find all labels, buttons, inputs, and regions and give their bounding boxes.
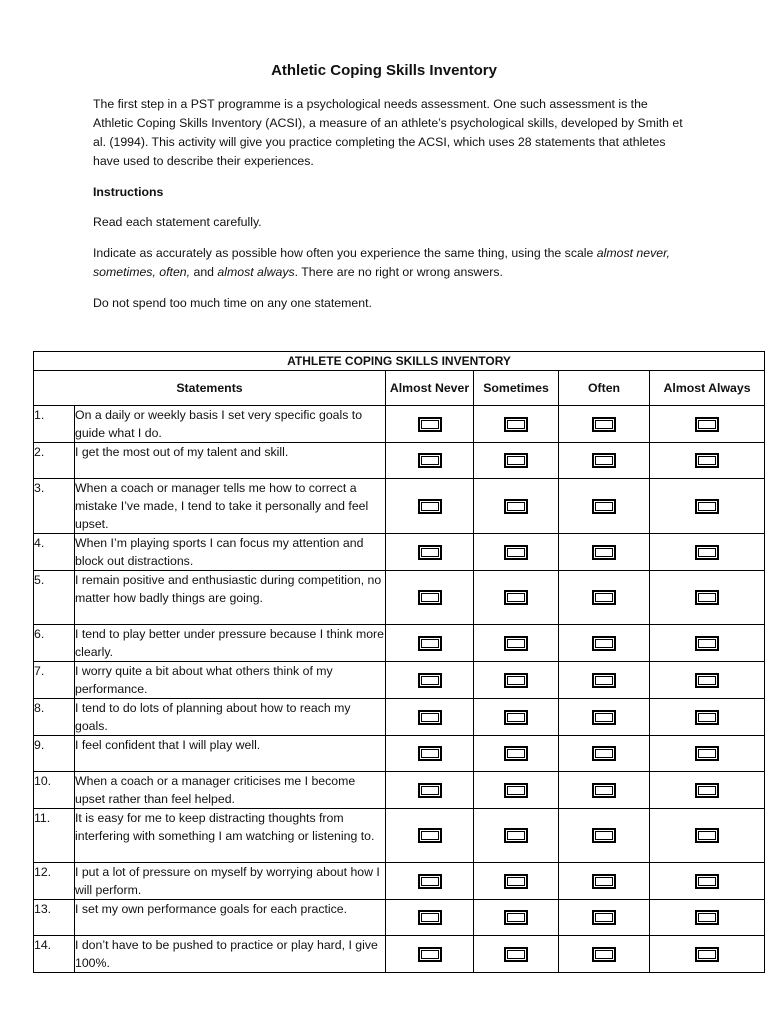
header-almost-never: Almost Never bbox=[386, 371, 474, 406]
statement-number: 1. bbox=[34, 406, 75, 443]
checkbox-sometimes[interactable] bbox=[504, 828, 528, 843]
table-row bbox=[34, 479, 765, 534]
checkbox-almost-always[interactable] bbox=[695, 545, 719, 560]
cell-almost-always bbox=[650, 809, 765, 863]
cell-almost-always bbox=[650, 479, 765, 534]
cell-almost-never bbox=[386, 900, 474, 936]
cell-often bbox=[559, 479, 650, 534]
cell-sometimes bbox=[474, 625, 559, 662]
cell-often bbox=[559, 662, 650, 699]
cell-sometimes bbox=[474, 571, 559, 625]
indicate-after: . There are no right or wrong answers. bbox=[294, 265, 503, 279]
cell-sometimes bbox=[474, 900, 559, 936]
table-row bbox=[34, 571, 765, 625]
checkbox-almost-always[interactable] bbox=[695, 673, 719, 688]
statement-number: 14. bbox=[34, 936, 75, 973]
cell-almost-always bbox=[650, 736, 765, 772]
checkbox-often[interactable] bbox=[592, 746, 616, 761]
checkbox-often[interactable] bbox=[592, 590, 616, 605]
cell-sometimes bbox=[474, 936, 559, 973]
checkbox-almost-never[interactable] bbox=[418, 947, 442, 962]
checkbox-sometimes[interactable] bbox=[504, 636, 528, 651]
cell-sometimes bbox=[474, 699, 559, 736]
cell-sometimes bbox=[474, 479, 559, 534]
table-row bbox=[34, 809, 765, 863]
cell-sometimes bbox=[474, 772, 559, 809]
cell-often bbox=[559, 809, 650, 863]
table-row bbox=[34, 534, 765, 571]
cell-almost-always bbox=[650, 443, 765, 479]
checkbox-almost-always[interactable] bbox=[695, 590, 719, 605]
checkbox-almost-never[interactable] bbox=[418, 828, 442, 843]
checkbox-often[interactable] bbox=[592, 710, 616, 725]
cell-almost-never bbox=[386, 534, 474, 571]
table-row bbox=[34, 406, 765, 443]
statement-text: I set my own performance goals for each practice. bbox=[75, 900, 386, 936]
checkbox-almost-always[interactable] bbox=[695, 417, 719, 432]
table-row bbox=[34, 936, 765, 973]
checkbox-often[interactable] bbox=[592, 499, 616, 514]
checkbox-sometimes[interactable] bbox=[504, 499, 528, 514]
statement-text: It is easy for me to keep distracting thoughts from interfering with something I am watching or listening to. bbox=[75, 809, 386, 863]
cell-almost-always bbox=[650, 571, 765, 625]
checkbox-almost-never[interactable] bbox=[418, 874, 442, 889]
checkbox-sometimes[interactable] bbox=[504, 746, 528, 761]
cell-often bbox=[559, 736, 650, 772]
cell-almost-always bbox=[650, 699, 765, 736]
checkbox-almost-never[interactable] bbox=[418, 783, 442, 798]
statement-text: When I’m playing sports I can focus my attention and block out distractions. bbox=[75, 534, 386, 571]
cell-almost-never bbox=[386, 699, 474, 736]
cell-sometimes bbox=[474, 534, 559, 571]
cell-often bbox=[559, 625, 650, 662]
checkbox-almost-never[interactable] bbox=[418, 453, 442, 468]
cell-almost-always bbox=[650, 936, 765, 973]
cell-sometimes bbox=[474, 662, 559, 699]
checkbox-often[interactable] bbox=[592, 874, 616, 889]
cell-almost-never bbox=[386, 406, 474, 443]
statement-text: I remain positive and enthusiastic during competition, no matter how badly things are going. bbox=[75, 571, 386, 625]
cell-often bbox=[559, 406, 650, 443]
checkbox-often[interactable] bbox=[592, 636, 616, 651]
cell-almost-always bbox=[650, 534, 765, 571]
statement-number: 7. bbox=[34, 662, 75, 699]
statement-number: 4. bbox=[34, 534, 75, 571]
checkbox-almost-never[interactable] bbox=[418, 636, 442, 651]
cell-almost-always bbox=[650, 863, 765, 900]
checkbox-almost-never[interactable] bbox=[418, 746, 442, 761]
header-statements: Statements bbox=[34, 371, 386, 406]
checkbox-often[interactable] bbox=[592, 828, 616, 843]
scale-terms-1: almost never, sometimes, often, bbox=[93, 246, 670, 279]
statement-text: I feel confident that I will play well. bbox=[75, 736, 386, 772]
statement-number: 6. bbox=[34, 625, 75, 662]
checkbox-almost-always[interactable] bbox=[695, 910, 719, 925]
checkbox-often[interactable] bbox=[592, 453, 616, 468]
cell-almost-never bbox=[386, 479, 474, 534]
checkbox-sometimes[interactable] bbox=[504, 545, 528, 560]
cell-sometimes bbox=[474, 809, 559, 863]
checkbox-sometimes[interactable] bbox=[504, 673, 528, 688]
cell-often bbox=[559, 772, 650, 809]
table-row bbox=[34, 863, 765, 900]
cell-sometimes bbox=[474, 736, 559, 772]
header-almost-always: Almost Always bbox=[650, 371, 765, 406]
checkbox-almost-always[interactable] bbox=[695, 636, 719, 651]
table-row bbox=[34, 699, 765, 736]
intro-paragraph-text: The first step in a PST programme is a psychological needs assessment. One such assessment is the Athletic Coping Skills Inventory (ACSI), a measure of an athlete’s psychological skills, developed by Smith et al. (1994). This activity will give you practice completing the ACSI, which uses 28 statements that athletes have used to describe their experiences. bbox=[93, 97, 683, 168]
header-sometimes: Sometimes bbox=[474, 371, 559, 406]
checkbox-sometimes[interactable] bbox=[504, 453, 528, 468]
cell-often bbox=[559, 443, 650, 479]
statement-text: I worry quite a bit about what others think of my performance. bbox=[75, 662, 386, 699]
indicate-instruction bbox=[93, 244, 683, 282]
statement-number: 2. bbox=[34, 443, 75, 479]
statement-number: 10. bbox=[34, 772, 75, 809]
table-row bbox=[34, 662, 765, 699]
statement-number: 8. bbox=[34, 699, 75, 736]
inventory-table bbox=[33, 351, 765, 973]
table-row bbox=[34, 900, 765, 936]
intro-paragraph bbox=[93, 95, 683, 171]
cell-almost-never bbox=[386, 571, 474, 625]
table-row bbox=[34, 625, 765, 662]
cell-almost-always bbox=[650, 662, 765, 699]
cell-almost-never bbox=[386, 863, 474, 900]
header-often: Often bbox=[559, 371, 650, 406]
statement-text: I don’t have to be pushed to practice or play hard, I give 100%. bbox=[75, 936, 386, 973]
cell-often bbox=[559, 571, 650, 625]
indicate-before: Indicate as accurately as possible how often you experience the same thing, using the scale bbox=[93, 246, 597, 260]
instructions-heading: Instructions bbox=[93, 185, 164, 199]
checkbox-almost-always[interactable] bbox=[695, 874, 719, 889]
statement-number: 5. bbox=[34, 571, 75, 625]
checkbox-almost-always[interactable] bbox=[695, 783, 719, 798]
statement-number: 11. bbox=[34, 809, 75, 863]
statement-text: When a coach or manager tells me how to correct a mistake I’ve made, I tend to take it personally and feel upset. bbox=[75, 479, 386, 534]
cell-often bbox=[559, 900, 650, 936]
cell-almost-always bbox=[650, 772, 765, 809]
checkbox-sometimes[interactable] bbox=[504, 874, 528, 889]
cell-sometimes bbox=[474, 406, 559, 443]
table-row bbox=[34, 736, 765, 772]
checkbox-almost-never[interactable] bbox=[418, 590, 442, 605]
scale-terms-2: almost always bbox=[217, 265, 295, 279]
cell-almost-never bbox=[386, 936, 474, 973]
cell-almost-never bbox=[386, 662, 474, 699]
cell-sometimes bbox=[474, 863, 559, 900]
checkbox-often[interactable] bbox=[592, 910, 616, 925]
checkbox-sometimes[interactable] bbox=[504, 947, 528, 962]
checkbox-sometimes[interactable] bbox=[504, 910, 528, 925]
cell-almost-always bbox=[650, 900, 765, 936]
checkbox-almost-never[interactable] bbox=[418, 673, 442, 688]
cell-almost-never bbox=[386, 736, 474, 772]
checkbox-often[interactable] bbox=[592, 417, 616, 432]
cell-almost-always bbox=[650, 406, 765, 443]
checkbox-sometimes[interactable] bbox=[504, 710, 528, 725]
checkbox-often[interactable] bbox=[592, 783, 616, 798]
checkbox-almost-always[interactable] bbox=[695, 453, 719, 468]
cell-almost-never bbox=[386, 772, 474, 809]
page-title: Athletic Coping Skills Inventory bbox=[271, 62, 497, 79]
table-banner: ATHLETE COPING SKILLS INVENTORY bbox=[34, 352, 765, 371]
statement-number: 3. bbox=[34, 479, 75, 534]
cell-sometimes bbox=[474, 443, 559, 479]
read-instruction: Read each statement carefully. bbox=[93, 215, 262, 229]
checkbox-often[interactable] bbox=[592, 947, 616, 962]
cell-often bbox=[559, 863, 650, 900]
checkbox-almost-never[interactable] bbox=[418, 710, 442, 725]
cell-often bbox=[559, 699, 650, 736]
checkbox-almost-always[interactable] bbox=[695, 710, 719, 725]
checkbox-almost-always[interactable] bbox=[695, 746, 719, 761]
statement-text: I put a lot of pressure on myself by worrying about how I will perform. bbox=[75, 863, 386, 900]
cell-almost-never bbox=[386, 809, 474, 863]
statement-number: 12. bbox=[34, 863, 75, 900]
cell-almost-always bbox=[650, 625, 765, 662]
statement-number: 13. bbox=[34, 900, 75, 936]
cell-often bbox=[559, 534, 650, 571]
checkbox-almost-never[interactable] bbox=[418, 545, 442, 560]
statement-text: When a coach or a manager criticises me I become upset rather than feel helped. bbox=[75, 772, 386, 809]
checkbox-almost-never[interactable] bbox=[418, 910, 442, 925]
checkbox-almost-never[interactable] bbox=[418, 417, 442, 432]
statement-text: I get the most out of my talent and skill. bbox=[75, 443, 386, 479]
table-row bbox=[34, 772, 765, 809]
table-row bbox=[34, 443, 765, 479]
cell-almost-never bbox=[386, 625, 474, 662]
checkbox-almost-always[interactable] bbox=[695, 947, 719, 962]
cell-often bbox=[559, 936, 650, 973]
checkbox-often[interactable] bbox=[592, 545, 616, 560]
checkbox-almost-always[interactable] bbox=[695, 828, 719, 843]
indicate-and: and bbox=[190, 265, 218, 279]
checkbox-almost-always[interactable] bbox=[695, 499, 719, 514]
checkbox-sometimes[interactable] bbox=[504, 783, 528, 798]
statement-text: I tend to play better under pressure because I think more clearly. bbox=[75, 625, 386, 662]
checkbox-sometimes[interactable] bbox=[504, 590, 528, 605]
spend-instruction: Do not spend too much time on any one statement. bbox=[93, 296, 372, 310]
statement-text: I tend to do lots of planning about how to reach my goals. bbox=[75, 699, 386, 736]
cell-almost-never bbox=[386, 443, 474, 479]
checkbox-often[interactable] bbox=[592, 673, 616, 688]
checkbox-sometimes[interactable] bbox=[504, 417, 528, 432]
statement-number: 9. bbox=[34, 736, 75, 772]
table-body bbox=[34, 406, 765, 973]
statement-text: On a daily or weekly basis I set very specific goals to guide what I do. bbox=[75, 406, 386, 443]
checkbox-almost-never[interactable] bbox=[418, 499, 442, 514]
